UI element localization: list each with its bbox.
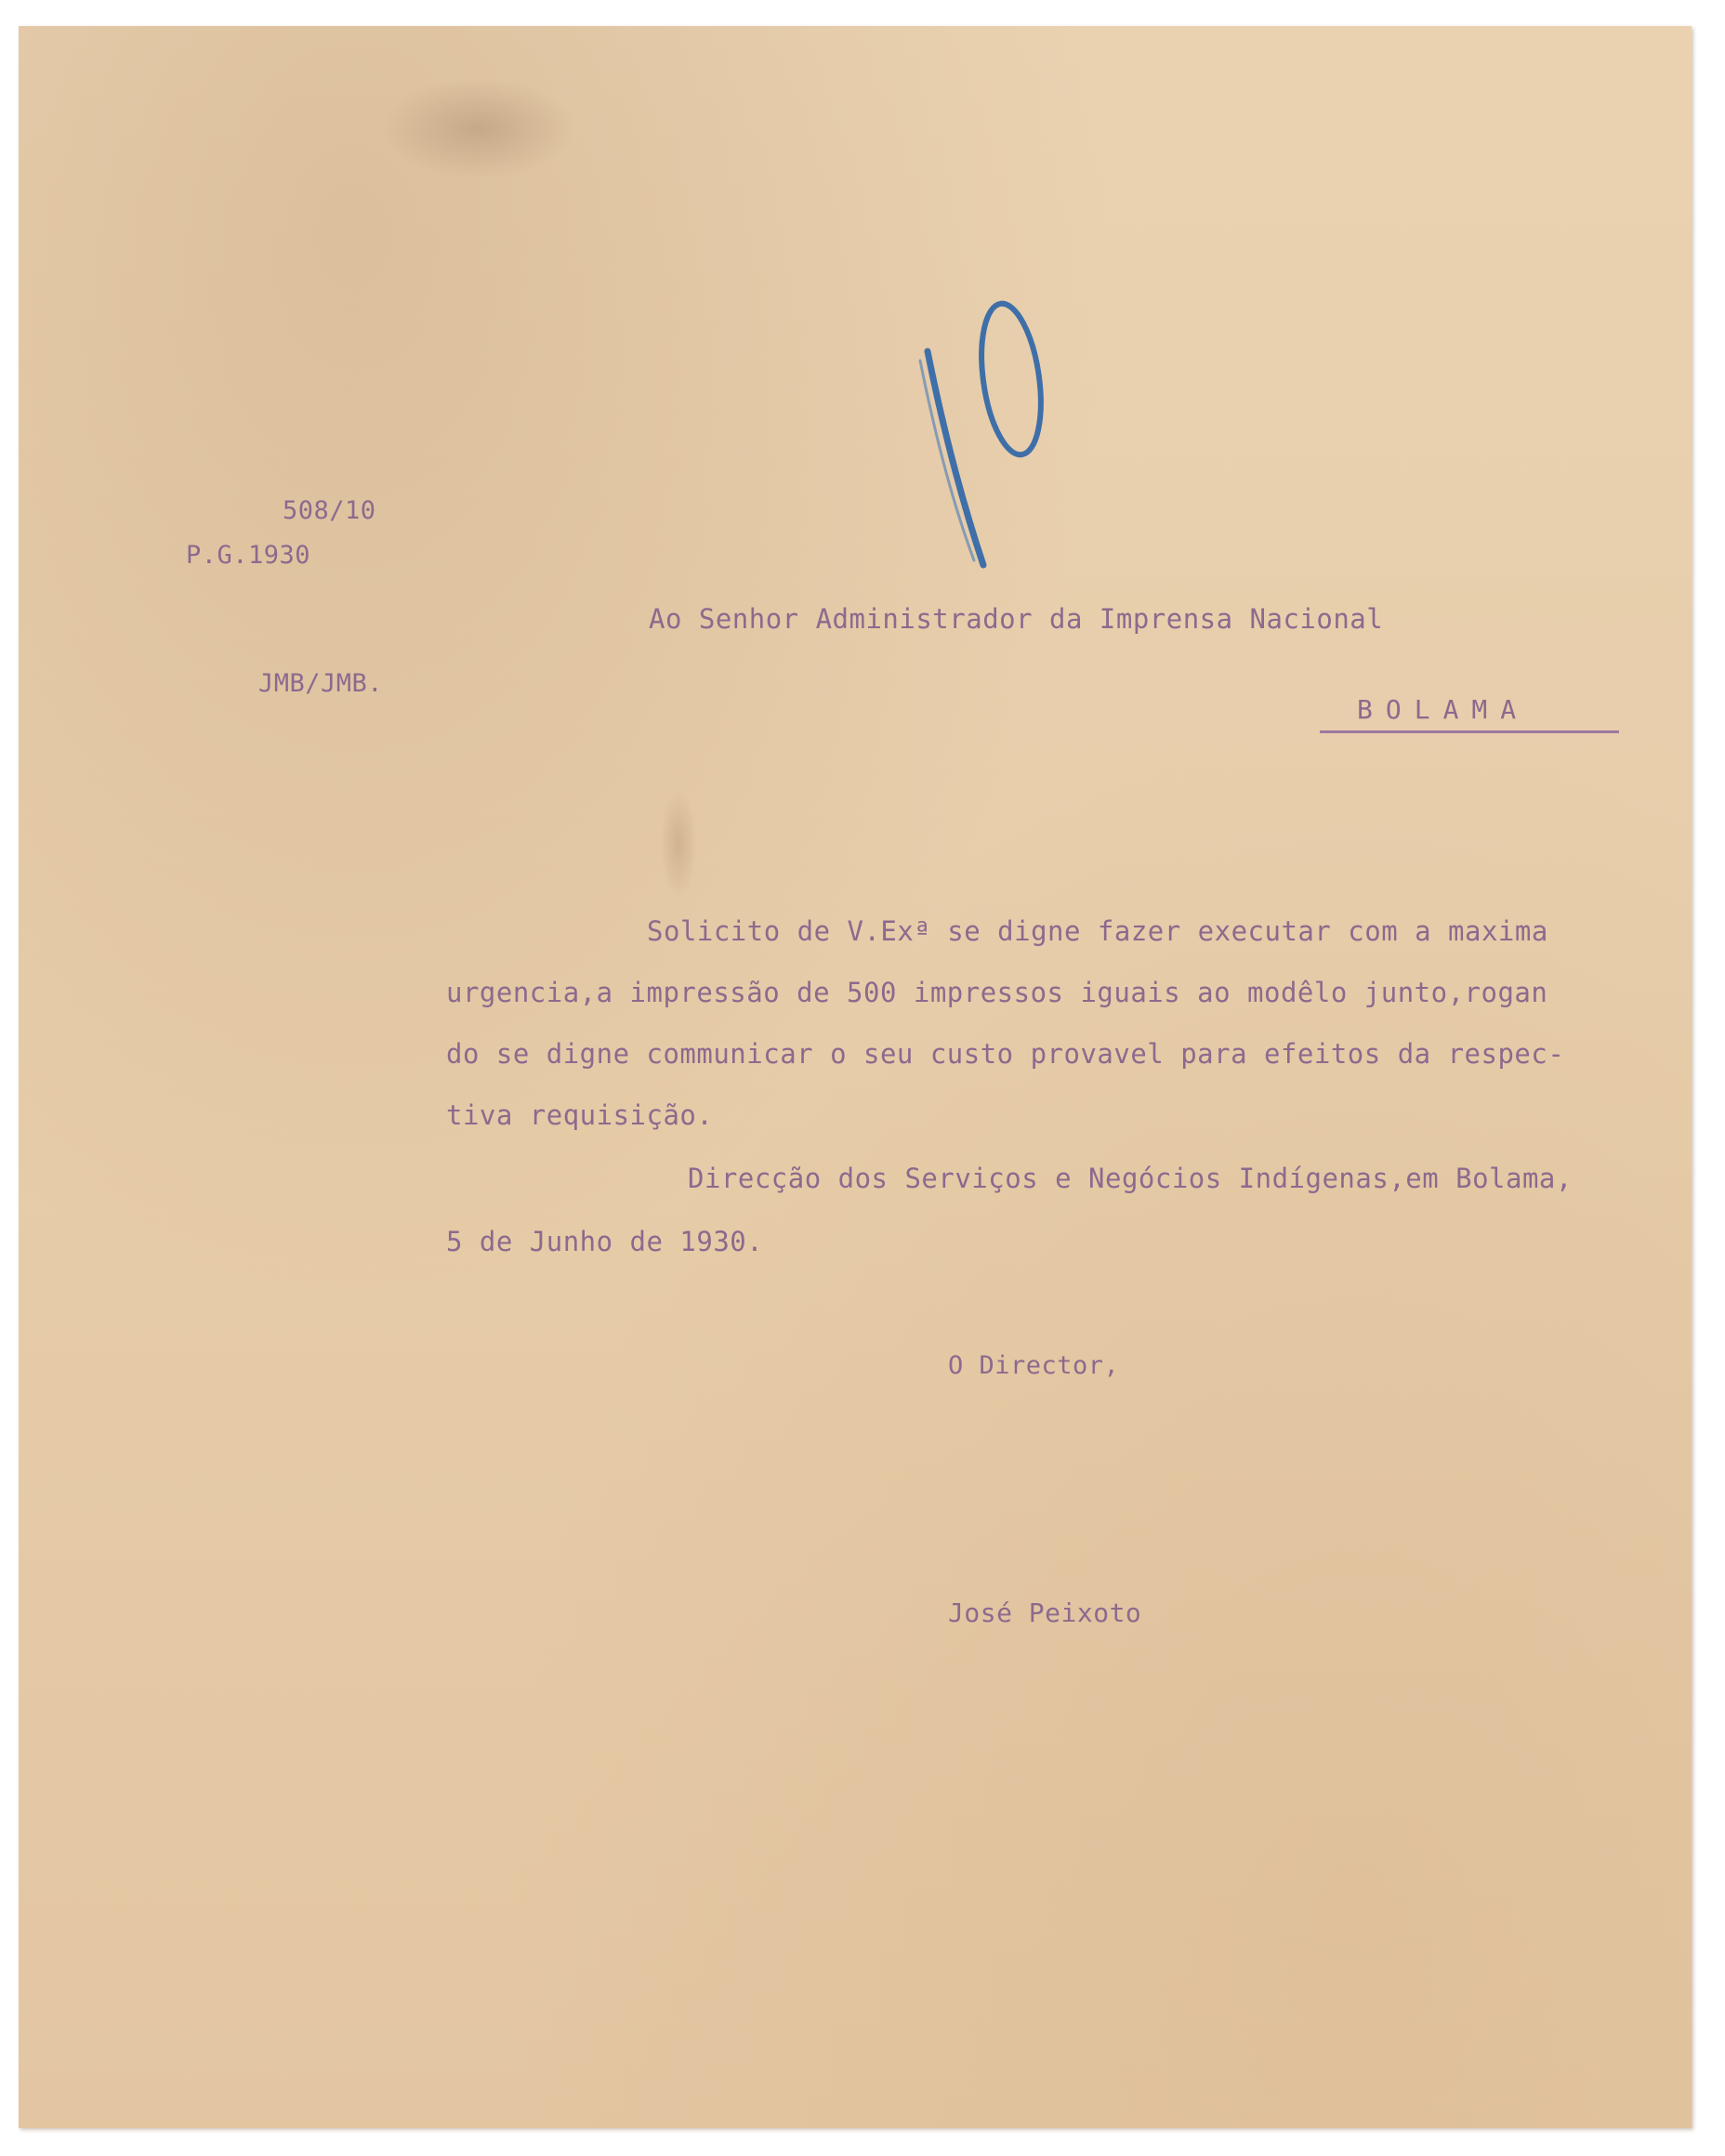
body-line: urgencia,a impressão de 500 impressos iguais ao modêlo junto,rogan (446, 977, 1548, 1008)
reference-number: 508/10 (283, 496, 376, 525)
city-underline (1320, 730, 1619, 733)
body-line: Solicito de V.Exª se digne fazer executar com a maxima (647, 915, 1548, 947)
body-line: do se digne communicar o seu custo provavel para efeitos da respec- (446, 1038, 1565, 1070)
addressee-city: BOLAMA (1357, 694, 1530, 725)
body-line: 5 de Junho de 1930. (446, 1226, 764, 1257)
smudge-stain (381, 77, 576, 179)
body-line: tiva requisição. (446, 1099, 714, 1131)
paper-sheet (19, 26, 1692, 2128)
reference-code: P.G.1930 (186, 541, 311, 570)
paper-stain (660, 788, 697, 900)
typist-initials: JMB/JMB. (258, 669, 384, 698)
body-line: Direcção dos Serviços e Negócios Indígenas,em Bolama, (688, 1163, 1573, 1194)
closing-line: O Director, (948, 1351, 1120, 1380)
handwritten-10-mark (911, 296, 1060, 574)
signatory-name: José Peixoto (948, 1597, 1142, 1628)
addressee-line: Ao Senhor Administrador da Imprensa Nacional (649, 603, 1384, 635)
